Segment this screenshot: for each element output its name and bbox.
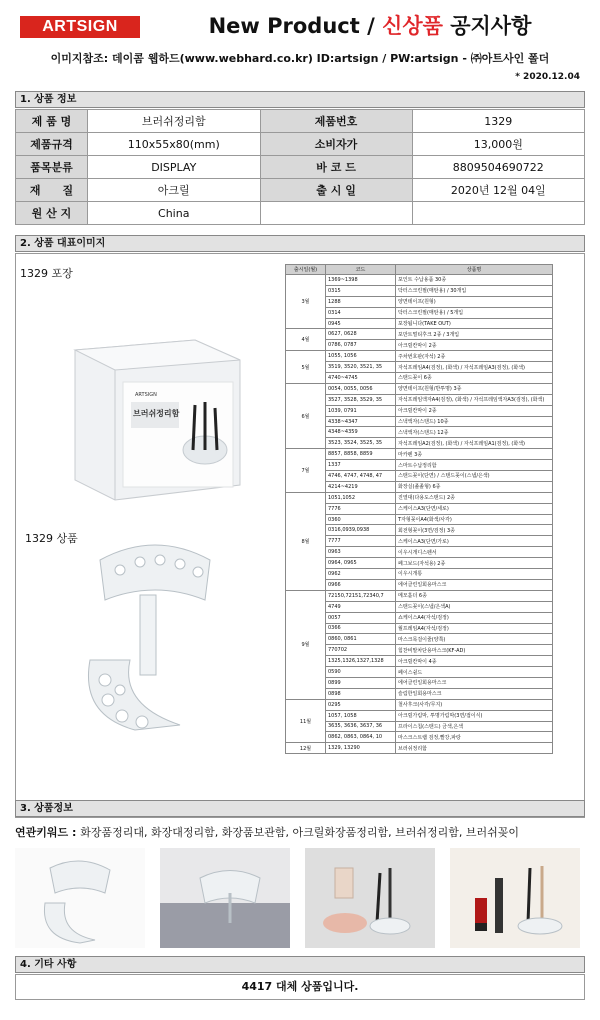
schedule-product-name: 스탠드꽂이(스냅/은색A): [396, 601, 553, 612]
schedule-product-name: 스낵액자(스탠드) 12종: [396, 427, 553, 438]
schedule-row: [286, 536, 553, 547]
section-title-product-info: 1. 상품 정보: [15, 91, 585, 108]
schedule-product-name: 스탠드꽂이 6종: [396, 373, 553, 384]
schedule-code: 1057, 1058: [326, 710, 396, 721]
schedule-product-name: 페그보드(자석용) 2종: [396, 558, 553, 569]
release-schedule-table: [285, 264, 553, 754]
schedule-code: 0966: [326, 579, 396, 590]
schedule-header-code: 코드: [326, 265, 396, 275]
box-title-text: 브러쉬정리함: [133, 409, 180, 418]
detail-photo-2: [160, 848, 290, 948]
schedule-month: 12월: [286, 743, 326, 754]
schedule-row: [286, 743, 553, 754]
schedule-row: [286, 285, 553, 296]
schedule-row: [286, 590, 553, 601]
package-box-image: [55, 310, 255, 510]
schedule-code: 3527, 3528, 3529, 35: [326, 394, 396, 405]
schedule-row: [286, 688, 553, 699]
schedule-code: 770702: [326, 645, 396, 656]
artsign-logo: ARTSIGN: [20, 16, 140, 38]
product-no-value: 1329: [412, 110, 584, 133]
schedule-code: 0054, 0055, 0056: [326, 383, 396, 394]
material-label: 재 질: [16, 179, 88, 202]
schedule-row: [286, 677, 553, 688]
schedule-code: 0786, 0787: [326, 340, 396, 351]
title-highlight: 신상품: [382, 14, 443, 38]
schedule-product-name: T자형꽂이A4(화색/사각): [396, 514, 553, 525]
price-value: 13,000원: [412, 133, 584, 156]
schedule-month: 6월: [286, 383, 326, 448]
schedule-code: 1329, 13290: [326, 743, 396, 754]
schedule-row: [286, 405, 553, 416]
schedule-code: 1055, 1056: [326, 351, 396, 362]
schedule-row: [286, 634, 553, 645]
schedule-product-name: 힘찬비말차단용마스크(KF-AD): [396, 645, 553, 656]
schedule-row: [286, 612, 553, 623]
schedule-code: 0945: [326, 318, 396, 329]
schedule-row: [286, 394, 553, 405]
schedule-product-name: 메모홀더 6종: [396, 590, 553, 601]
schedule-code: 0314: [326, 307, 396, 318]
schedule-row: [286, 667, 553, 678]
schedule-product-name: 브러쉬정리함: [396, 743, 553, 754]
schedule-product-name: 아크릴가림막, 투명가림막(3면/접이식): [396, 710, 553, 721]
schedule-product-name: 포만트멀티후크 2종 / 3개입: [396, 329, 553, 340]
schedule-row: [286, 438, 553, 449]
schedule-code: 0366: [326, 623, 396, 634]
schedule-code: 4348~4359: [326, 427, 396, 438]
schedule-product-name: 아크릴칸막이 4종: [396, 656, 553, 667]
schedule-row: [286, 383, 553, 394]
schedule-row: [286, 416, 553, 427]
schedule-product-name: 에어클린일회용마스크: [396, 579, 553, 590]
schedule-product-name: 마스크스트랩 검정,빨강,파랑: [396, 732, 553, 743]
schedule-product-name: 아크릴칸막이 2종: [396, 405, 553, 416]
schedule-code: 3519, 3520, 3521, 35: [326, 362, 396, 373]
schedule-product-name: 닥터스크린필(매탄용) / 5개입: [396, 307, 553, 318]
schedule-row: [286, 373, 553, 384]
schedule-product-name: 마카펜 3종: [396, 449, 553, 460]
barcode-value: 8809504690722: [412, 156, 584, 179]
image-reference-note: 이미지참조: 데이콤 웹하드(www.webhard.co.kr) ID:artsign / PW:artsign - ㈜아트사인 폴더: [50, 52, 550, 65]
schedule-code: 0899: [326, 677, 396, 688]
schedule-row: [286, 699, 553, 710]
schedule-month: 7월: [286, 449, 326, 493]
schedule-month: 4월: [286, 329, 326, 351]
schedule-month: 3월: [286, 275, 326, 329]
caption-product: 1329 상품: [25, 532, 78, 545]
schedule-product-name: 스탠드꽂이(단면) / 스탠드꽂이(스냅/은색): [396, 471, 553, 482]
schedule-code: 1337: [326, 460, 396, 471]
detail-photos: [15, 848, 585, 948]
schedule-product-name: 양면테이프(원형/반투명) 3종: [396, 383, 553, 394]
schedule-product-name: 포장됩니다(TAKE OUT): [396, 318, 553, 329]
schedule-code: 3635, 3636, 3637, 36: [326, 721, 396, 732]
section-title-other: 4. 기타 사항: [15, 956, 585, 973]
box-brand-text: ARTSIGN: [135, 392, 157, 398]
schedule-product-name: 마스크목걸이줄(양쪽): [396, 634, 553, 645]
schedule-product-name: 포인트 수납용품 30종: [396, 275, 553, 286]
schedule-row: [286, 721, 553, 732]
keywords-label: 연관키워드 :: [15, 826, 81, 839]
related-keywords: [15, 824, 585, 840]
schedule-code: 0860, 0861: [326, 634, 396, 645]
schedule-code: 4746, 4747, 4748, 47: [326, 471, 396, 482]
schedule-row: [286, 503, 553, 514]
schedule-row: [286, 318, 553, 329]
schedule-code: 0627, 0628: [326, 329, 396, 340]
schedule-code: 1039, 0791: [326, 405, 396, 416]
schedule-code: 1369~1398: [326, 275, 396, 286]
release-label: 출 시 일: [260, 179, 412, 202]
schedule-code: 4740~4745: [326, 373, 396, 384]
schedule-row: [286, 427, 553, 438]
schedule-row: [286, 481, 553, 492]
schedule-month: 9월: [286, 590, 326, 699]
page-title: [160, 10, 580, 40]
schedule-product-name: 회전형꽂이(3면/검정) 3종: [396, 525, 553, 536]
schedule-product-name: 아크릴칸막이 2종: [396, 340, 553, 351]
schedule-code: 7776: [326, 503, 396, 514]
schedule-row: [286, 579, 553, 590]
category-value: DISPLAY: [87, 156, 260, 179]
empty-cell: [260, 202, 412, 225]
name-value: 브러쉬정리함: [87, 110, 260, 133]
schedule-code: 4749: [326, 601, 396, 612]
schedule-row: [286, 547, 553, 558]
schedule-row: [286, 623, 553, 634]
schedule-code: 1325,1326,1327,1328: [326, 656, 396, 667]
schedule-product-name: 이우시개통: [396, 569, 553, 580]
schedule-row: [286, 492, 553, 503]
schedule-row: [286, 460, 553, 471]
title-prefix: New Product /: [208, 14, 383, 38]
schedule-product-name: 이우시개디스펜서: [396, 547, 553, 558]
schedule-row: [286, 656, 553, 667]
keywords-text: 화장품정리대, 화장대정리함, 화장품보관함, 아크릴화장품정리함, 브러쉬정리함, 브러쉬꽂이: [80, 826, 519, 839]
spec-label: 제품규격: [16, 133, 88, 156]
schedule-product-name: 자석프레임액자A4(검정), (화색) / 자석프레임액자A3(검정), (화색): [396, 394, 553, 405]
schedule-code: 0057: [326, 612, 396, 623]
caption-package: 1329 포장: [20, 267, 73, 280]
schedule-product-name: 주차번호판(자석) 2종: [396, 351, 553, 362]
notice-date: * 2020.12.04: [515, 72, 580, 82]
schedule-row: [286, 710, 553, 721]
schedule-row: [286, 645, 553, 656]
spec-value: 110x55x80(mm): [87, 133, 260, 156]
schedule-row: [286, 275, 553, 286]
schedule-code: 0360: [326, 514, 396, 525]
schedule-product-name: 화장실(졸졸형) 6종: [396, 481, 553, 492]
material-value: 아크릴: [87, 179, 260, 202]
schedule-product-name: 양면테이프(원형): [396, 296, 553, 307]
product-info-table: [15, 109, 585, 225]
schedule-row: [286, 307, 553, 318]
schedule-product-name: 스마트수납정리함: [396, 460, 553, 471]
schedule-code: 0964, 0965: [326, 558, 396, 569]
schedule-row: [286, 525, 553, 536]
empty-cell: [412, 202, 584, 225]
schedule-code: 0315: [326, 285, 396, 296]
origin-label: 원 산 지: [16, 202, 88, 225]
schedule-month: 8월: [286, 492, 326, 590]
schedule-code: 0962: [326, 569, 396, 580]
schedule-product-name: 닥터스크린필(매탄용) / 30개입: [396, 285, 553, 296]
schedule-code: 8857, 8858, 8859: [326, 449, 396, 460]
detail-photo-1: [15, 848, 145, 948]
detail-photo-3: [305, 848, 435, 948]
section-title-main-image: 2. 상품 대표이미지: [15, 235, 585, 252]
name-label: 제 품 명: [16, 110, 88, 133]
schedule-row: [286, 296, 553, 307]
schedule-code: 4214~4219: [326, 481, 396, 492]
schedule-code: 0898: [326, 688, 396, 699]
schedule-code: 1051,1052: [326, 492, 396, 503]
schedule-row: [286, 362, 553, 373]
schedule-row: [286, 558, 553, 569]
schedule-code: 7777: [326, 536, 396, 547]
schedule-row: [286, 471, 553, 482]
schedule-product-name: 자석프레임A4(검정), (화색) / 자석프레임A3(검정), (화색): [396, 362, 553, 373]
schedule-code: 0316,0939,0938: [326, 525, 396, 536]
replacement-notice: 4417 대체 상품입니다.: [15, 974, 585, 1000]
schedule-row: [286, 569, 553, 580]
schedule-product-name: 자석프레임A2(검정), (화색) / 자석프레임A1(검정), (화색): [396, 438, 553, 449]
section-title-product-details: 3. 상품정보: [15, 800, 585, 817]
schedule-row: [286, 351, 553, 362]
schedule-row: [286, 329, 553, 340]
origin-value: China: [87, 202, 260, 225]
schedule-row: [286, 732, 553, 743]
schedule-product-name: 스케이스A3(단면/세로): [396, 503, 553, 514]
schedule-product-name: 스낵액자(스탠드) 10종: [396, 416, 553, 427]
header: [0, 0, 600, 50]
schedule-code: 0590: [326, 667, 396, 678]
schedule-code: 3523, 3524, 3525, 35: [326, 438, 396, 449]
schedule-product-name: 월프레임A4(자석/검정): [396, 623, 553, 634]
barcode-label: 바 코 드: [260, 156, 412, 179]
schedule-product-name: 철사후크(사각/무지): [396, 699, 553, 710]
schedule-product-name: 진열대(다용도스탠드) 2종: [396, 492, 553, 503]
schedule-month: 11월: [286, 699, 326, 743]
schedule-header-month: 출시일(월): [286, 265, 326, 275]
schedule-code: 4338~4347: [326, 416, 396, 427]
category-label: 품목분류: [16, 156, 88, 179]
schedule-product-name: 슬림한일회용마스크: [396, 688, 553, 699]
title-suffix: 공지사항: [442, 14, 532, 38]
product-image: [60, 540, 240, 750]
product-no-label: 제품번호: [260, 110, 412, 133]
schedule-row: [286, 340, 553, 351]
detail-photo-4: [450, 848, 580, 948]
schedule-month: 5월: [286, 351, 326, 384]
schedule-product-name: 쇼케이스A4(자석/검정): [396, 612, 553, 623]
schedule-product-name: 페이스쉴드: [396, 667, 553, 678]
schedule-code: 0295: [326, 699, 396, 710]
schedule-product-name: 스케이스A3(단면/가로): [396, 536, 553, 547]
schedule-code: 0862, 0863, 0864, 10: [326, 732, 396, 743]
schedule-code: 0963: [326, 547, 396, 558]
price-label: 소비자가: [260, 133, 412, 156]
schedule-row: [286, 601, 553, 612]
schedule-code: 1288: [326, 296, 396, 307]
schedule-code: 72150,72151,72340,7: [326, 590, 396, 601]
schedule-row: [286, 514, 553, 525]
schedule-header-name: 상품명: [396, 265, 553, 275]
release-value: 2020년 12월 04일: [412, 179, 584, 202]
schedule-product-name: 프라이스칩(스탠드) 금색,은색: [396, 721, 553, 732]
schedule-row: [286, 449, 553, 460]
schedule-product-name: 에어클린일회용마스크: [396, 677, 553, 688]
